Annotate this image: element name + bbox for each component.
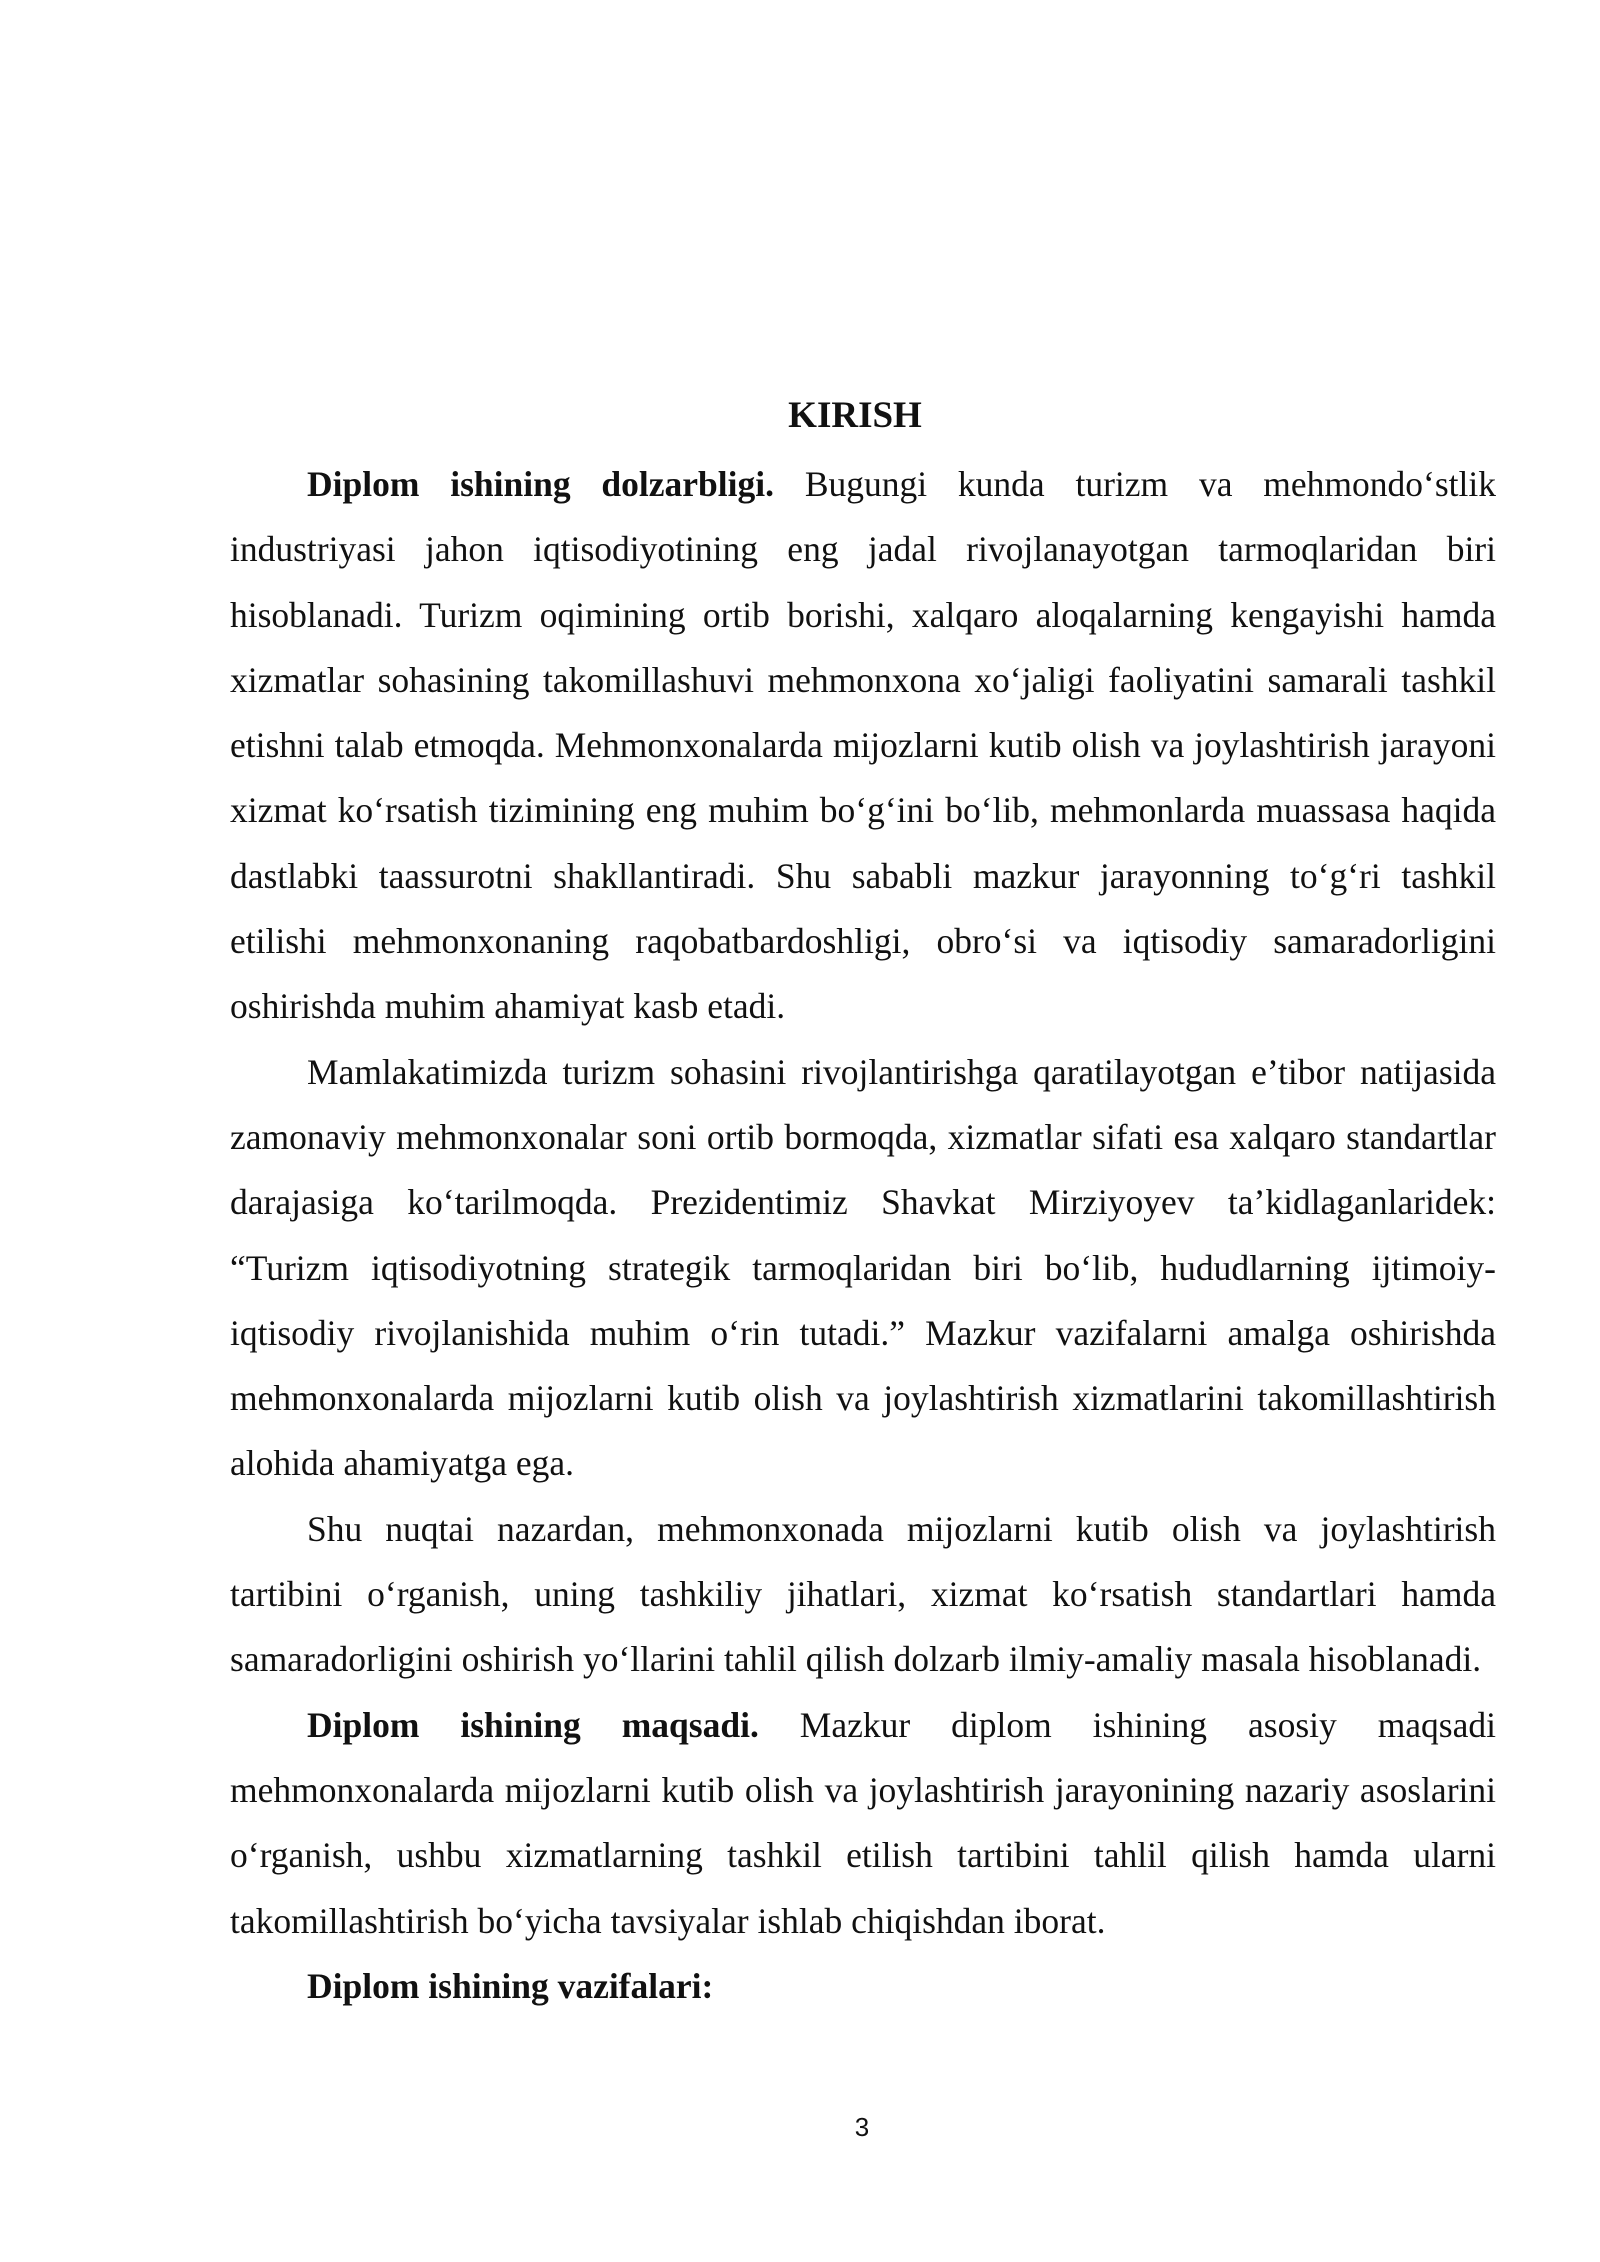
paragraph-lead: Diplom ishining maqsadi. bbox=[307, 1704, 759, 1745]
paragraph-lead: Diplom ishining dolzarbligi. bbox=[307, 464, 775, 504]
paragraph-text: Shu nuqtai nazardan, mehmonxonada mijozlarni kutib olish va joylashtirish tartibini o‘rganish, uning tashkiliy jihatlari, xizmat ko‘rsatish standartlari hamda samaradorligini oshirish yo‘llarini tahlil qilish dolzarb ilmiy-amaliy masala hisoblanadi. bbox=[230, 1508, 1496, 1680]
section-heading: KIRISH bbox=[788, 395, 922, 436]
paragraph-context bbox=[230, 1040, 1496, 1497]
page-number: 3 bbox=[854, 2112, 870, 2142]
paragraph-tasks bbox=[230, 1954, 1496, 2019]
paragraph-problem bbox=[230, 1497, 1496, 1693]
paragraph-text: Mamlakatimizda turizm sohasini rivojlantirishga qaratilayotgan e’tibor natijasida zamonaviy mehmonxonalar soni ortib bormoqda, xizmatlar sifati esa xalqaro standartlar darajasiga ko‘tarilmoqda. Prezidentimiz Shavkat Mirziyoyev ta’kidlaganlaridek: “Turizm iqtisodiyotning strategik tarmoqlaridan biri bo‘lib, hududlarning ijtimoiy-iqtisodiy rivojlanishida muhim o‘rin tutadi.” Mazkur vazifalarni amalga oshirishda mehmonxonalarda mijozlarni kutib olish va joylashtirish xizmatlarini takomillashtirish alohida ahamiyatga ega. bbox=[230, 1051, 1496, 1484]
paragraph-lead: Diplom ishining vazifalari: bbox=[307, 1965, 714, 2006]
paragraph-relevance bbox=[230, 452, 1496, 1040]
paragraph-text: Bugungi kunda turizm va mehmondo‘stlik industriyasi jahon iqtisodiyotining eng jadal rivojlanayotgan tarmoqlaridan biri hisoblanadi. Turizm oqimining ortib borishi, xalqaro aloqalarning kengayishi hamda xizmatlar sohasining takomillashuvi mehmonxona xo‘jaligi faoliyatini samarali tashkil etishni talab etmoqda. Mehmonxonalarda mijozlarni kutib olish va joylashtirish jarayoni xizmat ko‘rsatish tizimining eng muhim bo‘g‘ini bo‘lib, mehmonlarda muassasa haqida dastlabki taassurotni shakllantiradi. Shu sababli mazkur jarayonning to‘g‘ri tashkil etilishi mehmonxonaning raqobatbardoshligi, obro‘si va iqtisodiy samaradorligini oshirishda muhim ahamiyat kasb etadi. bbox=[230, 464, 1496, 1027]
paragraph-goal bbox=[230, 1693, 1496, 1954]
paragraph-text: Mazkur diplom ishining asosiy maqsadi mehmonxonalarda mijozlarni kutib olish va joylashtirish jarayonining nazariy asoslarini o‘rganish, ushbu xizmatlarning tashkil etilish tartibini tahlil qilish hamda ularni takomillashtirish bo‘yicha tavsiyalar ishlab chiqishdan iborat. bbox=[230, 1704, 1496, 1941]
body-text bbox=[230, 452, 1496, 2019]
